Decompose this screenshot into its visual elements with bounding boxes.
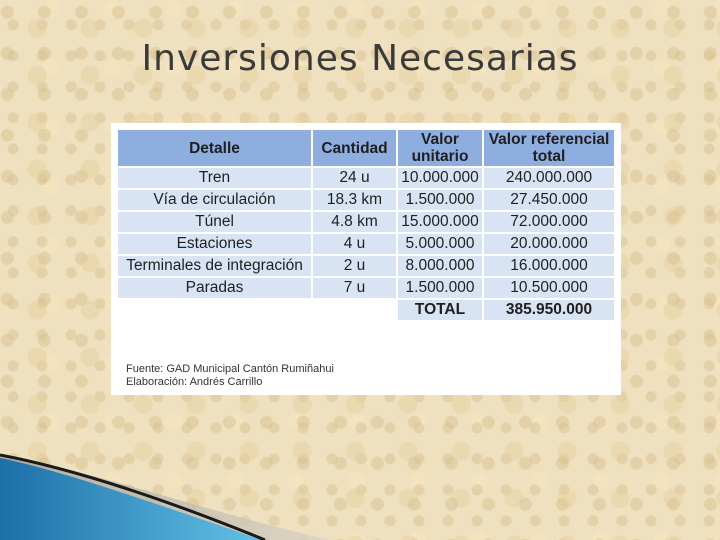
blank-cell (312, 299, 397, 321)
header-valor-total: Valor referencial total (483, 129, 615, 167)
grey-swoosh (0, 455, 330, 540)
investment-table (116, 128, 616, 322)
blank-cell (117, 299, 312, 321)
cell-cantidad: 4 u (312, 233, 397, 255)
table-header-row (117, 129, 615, 167)
cell-cantidad: 7 u (312, 277, 397, 299)
cell-valor-unitario: 1.500.000 (397, 189, 483, 211)
cell-valor-unitario: 10.000.000 (397, 167, 483, 189)
cell-valor-unitario: 8.000.000 (397, 255, 483, 277)
table-source-note (126, 363, 334, 389)
table-row (117, 233, 615, 255)
dark-swoosh-line (0, 455, 265, 540)
cell-detalle: Túnel (117, 211, 312, 233)
cell-cantidad: 2 u (312, 255, 397, 277)
slide-title: Inversiones Necesarias (141, 38, 579, 79)
cell-valor-unitario: 1.500.000 (397, 277, 483, 299)
cell-cantidad: 18.3 km (312, 189, 397, 211)
table-row (117, 167, 615, 189)
header-cantidad: Cantidad (312, 129, 397, 167)
table-row (117, 189, 615, 211)
cell-detalle: Paradas (117, 277, 312, 299)
total-label: TOTAL (397, 299, 483, 321)
cell-detalle: Tren (117, 167, 312, 189)
total-value: 385.950.000 (483, 299, 615, 321)
cell-valor-total: 10.500.000 (483, 277, 615, 299)
cell-detalle: Estaciones (117, 233, 312, 255)
cell-cantidad: 24 u (312, 167, 397, 189)
credit-line: Elaboración: Andrés Carrillo (126, 376, 263, 388)
cell-valor-total: 20.000.000 (483, 233, 615, 255)
cell-valor-total: 27.450.000 (483, 189, 615, 211)
header-valor-unitario: Valor unitario (397, 129, 483, 167)
source-line: Fuente: GAD Municipal Cantón Rumiñahui (126, 363, 334, 375)
cell-valor-total: 240.000.000 (483, 167, 615, 189)
table-row (117, 211, 615, 233)
header-detalle: Detalle (117, 129, 312, 167)
blue-swoosh (0, 458, 262, 540)
investment-table-figure (111, 123, 621, 395)
table-total-row (117, 299, 615, 321)
cell-detalle: Vía de circulación (117, 189, 312, 211)
cell-detalle: Terminales de integración (117, 255, 312, 277)
cell-valor-unitario: 5.000.000 (397, 233, 483, 255)
cell-valor-total: 16.000.000 (483, 255, 615, 277)
table-row (117, 277, 615, 299)
cell-valor-total: 72.000.000 (483, 211, 615, 233)
cell-cantidad: 4.8 km (312, 211, 397, 233)
table-row (117, 255, 615, 277)
cell-valor-unitario: 15.000.000 (397, 211, 483, 233)
